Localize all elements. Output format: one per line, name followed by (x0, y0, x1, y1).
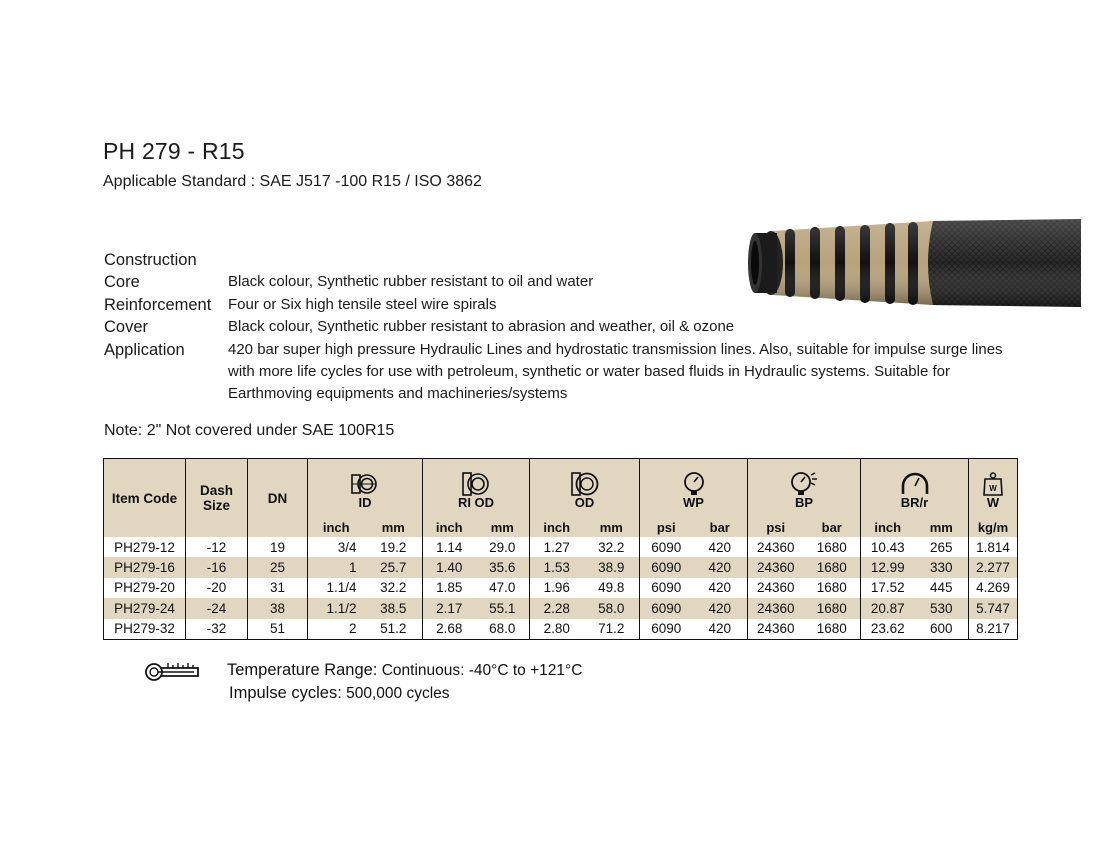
table-cell: -12 (186, 537, 248, 557)
table-cell: 47.0 (476, 578, 530, 598)
table-cell: 2.17 (423, 598, 476, 618)
header-dn: DN (248, 459, 308, 538)
construction-value: Four or Six high tensile steel wire spirals (228, 295, 497, 313)
header-label: BR/r (900, 494, 929, 510)
table-cell: 32.2 (584, 537, 640, 557)
construction-row-application (104, 339, 1013, 406)
table-cell: 1.85 (423, 578, 476, 598)
table-cell: 38 (248, 598, 308, 618)
table-cell: 1.1/4 (308, 578, 365, 598)
table-cell: 38.9 (584, 557, 640, 577)
construction-label: Core (104, 273, 140, 292)
table-cell: 68.0 (476, 619, 530, 640)
table-cell: 55.1 (476, 598, 530, 618)
unit-cell: kg/m (969, 518, 1018, 537)
table-cell: -24 (186, 598, 248, 618)
unit-cell: mm (584, 518, 640, 537)
table-cell: 6090 (640, 619, 693, 640)
table-cell: PH279-12 (104, 537, 186, 557)
table-cell: 1.14 (423, 537, 476, 557)
table-cell: 10.43 (861, 537, 915, 557)
construction-value: Black colour, Synthetic rubber resistant to oil and water (228, 273, 594, 291)
header-label: OD (574, 494, 595, 510)
table-cell: 17.52 (861, 578, 915, 598)
table-cell: 2 (308, 619, 365, 640)
header-id (308, 459, 423, 519)
table-cell: 2.277 (969, 557, 1018, 577)
table-cell: -32 (186, 619, 248, 640)
pressure-gauge-icon (681, 472, 707, 496)
temperature-range (227, 661, 582, 680)
table-cell: 32.2 (365, 578, 423, 598)
table-cell: 1680 (804, 598, 861, 618)
table-cell: 25 (248, 557, 308, 577)
table-cell: PH279-32 (104, 619, 186, 640)
table-cell: 35.6 (476, 557, 530, 577)
table-row (104, 537, 1018, 557)
table-cell: 530 (915, 598, 969, 618)
table-cell: 29.0 (476, 537, 530, 557)
table-cell: 445 (915, 578, 969, 598)
table-cell: 5.747 (969, 598, 1018, 618)
unit-cell: mm (476, 518, 530, 537)
table-cell: 71.2 (584, 619, 640, 640)
table-cell: 1 (308, 557, 365, 577)
table-cell: 20.87 (861, 598, 915, 618)
table-cell: 51.2 (365, 619, 423, 640)
page-title: PH 279 - R15 (103, 138, 245, 164)
table-cell: 24360 (748, 598, 804, 618)
unit-cell: inch (308, 518, 365, 537)
header-label: WP (683, 494, 704, 510)
hose-od-icon (570, 472, 600, 496)
construction-section (104, 249, 1013, 406)
header-ri-od (423, 459, 530, 519)
header-bp (748, 459, 861, 519)
bend-radius-icon (899, 472, 931, 496)
table-cell: PH279-24 (104, 598, 186, 618)
hose-id-icon (350, 472, 380, 496)
impulse-label: Impulse cycles: (229, 684, 342, 702)
table-cell: 600 (915, 619, 969, 640)
applicable-standard: Applicable Standard : SAE J517 -100 R15 / ISO 3862 (103, 173, 482, 190)
construction-label: Reinforcement (104, 295, 212, 314)
table-cell: 1.40 (423, 557, 476, 577)
table-cell: 38.5 (365, 598, 423, 618)
table-cell: 420 (693, 578, 748, 598)
construction-row-core (104, 271, 1013, 293)
table-cell: 58.0 (584, 598, 640, 618)
unit-cell: psi (640, 518, 693, 537)
table-cell: 265 (915, 537, 969, 557)
table-cell: -16 (186, 557, 248, 577)
table-cell: 24360 (748, 557, 804, 577)
table-cell: PH279-20 (104, 578, 186, 598)
construction-value: Black colour, Synthetic rubber resistant to abrasion and weather, oil & ozone (228, 318, 735, 336)
table-cell: 1.96 (530, 578, 584, 598)
table-cell: 420 (693, 557, 748, 577)
table-cell: 51 (248, 619, 308, 640)
table-cell: 1680 (804, 557, 861, 577)
table-cell: 2.68 (423, 619, 476, 640)
unit-cell: inch (423, 518, 476, 537)
table-cell: 8.217 (969, 619, 1018, 640)
unit-cell: psi (748, 518, 804, 537)
header-label: BP (794, 494, 814, 510)
svg-text:W: W (989, 483, 997, 493)
table-cell: 6090 (640, 537, 693, 557)
note: Note: 2" Not covered under SAE 100R15 (104, 422, 395, 439)
table-row (104, 598, 1018, 618)
burst-gauge-icon (789, 472, 819, 496)
construction-row-reinforcement (104, 294, 1013, 316)
unit-cell: inch (530, 518, 584, 537)
unit-cell: mm (365, 518, 423, 537)
header-br (861, 459, 969, 519)
weight-icon (982, 472, 1004, 496)
table-cell: 6090 (640, 598, 693, 618)
construction-row-cover (104, 316, 1013, 338)
table-cell: 24360 (748, 537, 804, 557)
impulse-cycles (229, 684, 450, 703)
table-cell: 6090 (640, 578, 693, 598)
header-od (530, 459, 640, 519)
construction-label: Cover (104, 318, 149, 337)
header-label: ID (358, 494, 372, 510)
table-row (104, 557, 1018, 577)
table-cell: 1680 (804, 578, 861, 598)
table-cell: -20 (186, 578, 248, 598)
table-cell: 4.269 (969, 578, 1018, 598)
spec-table (103, 458, 1018, 640)
header-wp (640, 459, 748, 519)
construction-value: 420 bar super high pressure Hydraulic Lines and hydrostatic transmission lines. Also, suitable for impulse surge lines with more life cycles for use with petroleum, synthetic or water based fluids in Hydraulic systems. Suitable for Earthmoving equipments and machineries/systems (228, 340, 1003, 403)
header-dash-size: Dash Size (186, 459, 248, 538)
table-cell: 12.99 (861, 557, 915, 577)
table-cell: 24360 (748, 578, 804, 598)
table-cell: 6090 (640, 557, 693, 577)
table-row (104, 578, 1018, 598)
table-cell: PH279-16 (104, 557, 186, 577)
table-cell: 49.8 (584, 578, 640, 598)
table-cell: 1.27 (530, 537, 584, 557)
table-cell: 2.28 (530, 598, 584, 618)
table-cell: 2.80 (530, 619, 584, 640)
construction-heading: Construction (104, 251, 197, 269)
thermometer-icon (144, 660, 200, 684)
table-cell: 420 (693, 537, 748, 557)
header-w (969, 459, 1018, 519)
hose-reinforcement-od-icon (461, 472, 491, 496)
table-cell: 31 (248, 578, 308, 598)
table-cell: 1680 (804, 537, 861, 557)
table-cell: 1.53 (530, 557, 584, 577)
temperature-label: Temperature Range: (227, 661, 378, 679)
table-cell: 330 (915, 557, 969, 577)
table-cell: 24360 (748, 619, 804, 640)
table-cell: 23.62 (861, 619, 915, 640)
temperature-value: Continuous: -40°C to +121°C (377, 662, 583, 679)
unit-cell: mm (915, 518, 969, 537)
header-item-code: Item Code (104, 459, 186, 538)
table-row (104, 619, 1018, 640)
table-cell: 19 (248, 537, 308, 557)
unit-cell: bar (693, 518, 748, 537)
construction-label: Application (104, 340, 185, 359)
header-label: RI OD (457, 494, 495, 510)
impulse-value: 500,000 cycles (341, 685, 450, 702)
table-cell: 420 (693, 598, 748, 618)
table-cell: 1.1/2 (308, 598, 365, 618)
table-cell: 3/4 (308, 537, 365, 557)
table-cell: 1.814 (969, 537, 1018, 557)
unit-cell: bar (804, 518, 861, 537)
table-cell: 420 (693, 619, 748, 640)
table-cell: 19.2 (365, 537, 423, 557)
table-cell: 25.7 (365, 557, 423, 577)
unit-cell: inch (861, 518, 915, 537)
header-label: W (986, 494, 1000, 510)
table-cell: 1680 (804, 619, 861, 640)
